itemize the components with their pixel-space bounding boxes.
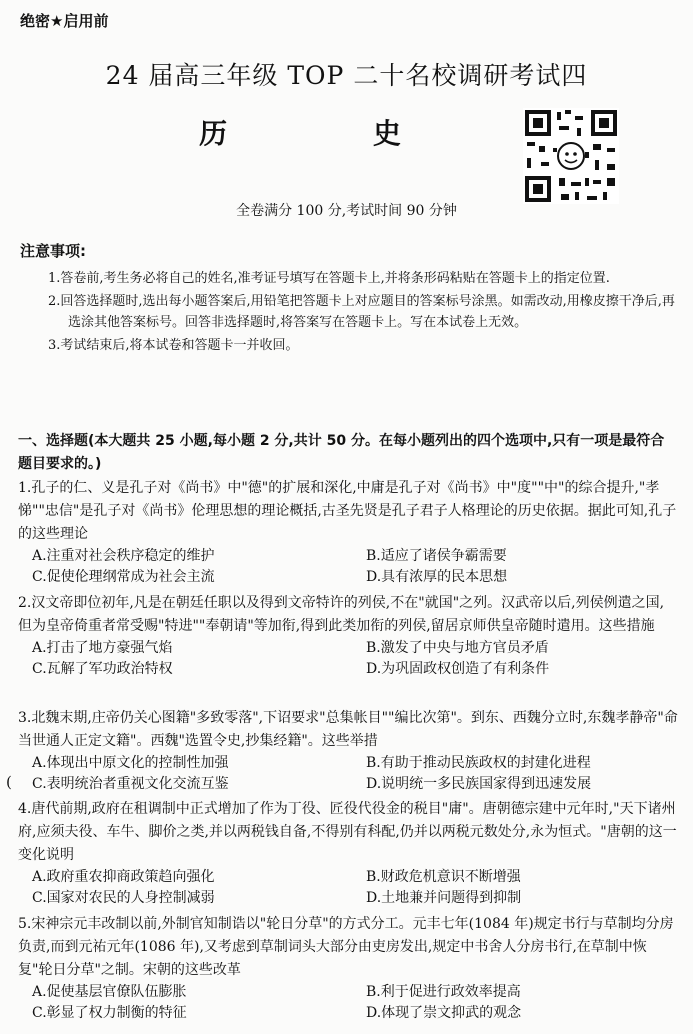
secret-mark: 绝密★启用前 [20,12,109,30]
score-time-info: 全卷满分 100 分,考试时间 90 分钟 [236,203,457,219]
option-c: C.国家对农民的人身控制减弱 [32,890,215,906]
option-a: A.政府重农抑商政策趋向强化 [32,869,215,885]
margin-mark: ( [6,773,12,791]
option-c: C.表明统治者重视文化交流互鉴 [32,776,229,792]
option-c: C.促使伦理纲常成为社会主流 [32,569,215,585]
question-stem: 1.孔子的仁、义是孔子对《尚书》中"德"的扩展和深化,中庸是孔子对《尚书》中"度""中"的综合提升,"孝悌""忠信"是孔子对《尚书》伦理思想的理论概括,古圣先贤是孔子君子人格理论的历史依据。据此可知,孔子的这些理论 [18,480,677,542]
question-stem: 4.唐代前期,政府在租调制中正式增加了作为丁役、匠役代役金的税目"庸"。唐朝德宗建中元年时,"天下诸州府,应须夫役、车牛、脚价之类,并以两税钱自备,不得别有科配,仍并以两税元数处分,永为恒式。"唐朝的这一变化说明 [18,801,677,863]
option-b: B.有助于推动民族政权的封建化进程 [366,755,591,771]
option-a: A.打击了地方豪强气焰 [32,640,173,656]
option-d: D.体现了崇文抑武的观念 [366,1005,522,1021]
question-1 [18,477,678,588]
option-d: D.土地兼并问题得到抑制 [366,890,522,906]
question-stem: 5.宋神宗元丰改制以前,外制官知制诰以"轮日分草"的方式分工。元丰七年(1084 年)规定书行与草制均分房负责,而到元祐元年(1086 年),又考虑到草制词头大部分由吏房发出,规定中书舍人分房书行,在草制中恢复"轮日分草"之制。宋朝的这些改革 [18,916,674,978]
option-a: A.注重对社会秩序稳定的维护 [32,548,215,564]
notice-item: 1.答卷前,考生务必将自己的姓名,准考证号填写在答题卡上,并将条形码粘贴在答题卡上的指定位置. [48,271,610,286]
option-d: D.说明统一多民族国家得到迅速发展 [366,776,592,792]
question-2 [18,592,678,680]
section-heading: 一、选择题(本大题共 25 小题,每小题 2 分,共计 50 分。在每小题列出的四个选项中,只有一项是最符合题目要求的。) [18,433,665,472]
question-5 [18,913,678,1024]
option-c: C.瓦解了军功政治特权 [32,661,173,677]
question-stem: 2.汉文帝即位初年,凡是在朝廷任职以及得到文帝特许的列侯,不在"就国"之列。汉武帝以后,列侯例遣之国,但为皇帝倚重者常受赐"特进""奉朝请"等加衔,得到此类加衔的列侯,留居京师供皇帝随时遣用。这些措施 [18,595,665,634]
option-d: D.为巩固政权创造了有利条件 [366,661,550,677]
notice-item: 2.回答选择题时,选出每小题答案后,用铅笔把答题卡上对应题目的答案标号涂黑。如需改动,用橡皮擦干净后,再选涂其他答案标号。回答非选择题时,将答案写在答题卡上。写在本试卷上无效。 [48,294,675,330]
option-b: B.利于促进行政效率提高 [366,984,521,1000]
notice-item: 3.考试结束后,将本试卷和答题卡一并收回。 [48,338,299,353]
option-c: C.彰显了权力制衡的特征 [32,1005,187,1021]
subject-title: 历 史 [199,117,469,150]
question-3 [18,707,678,795]
option-a: A.促使基层官僚队伍膨胀 [32,984,187,1000]
notice-list [48,268,676,358]
option-b: B.财政危机意识不断增强 [366,869,521,885]
question-4 [18,798,678,909]
option-b: B.适应了诸侯争霸需要 [366,548,507,564]
question-stem: 3.北魏末期,庄帝仍关心图籍"多致零落",下诏要求"总集帐目""编比次第"。到东、西魏分立时,东魏孝静帝"命当世通人正定文籍"。西魏"选置令史,抄集经籍"。这些举措 [18,710,678,749]
option-b: B.激发了中央与地方官员矛盾 [366,640,549,656]
qr-code-icon [523,108,619,204]
option-a: A.体现出中原文化的控制性加强 [32,755,229,771]
notice-heading: 注意事项: [20,242,86,260]
option-d: D.具有浓厚的民本思想 [366,569,508,585]
exam-title: 24 届高三年级 TOP 二十名校调研考试四 [105,61,588,90]
